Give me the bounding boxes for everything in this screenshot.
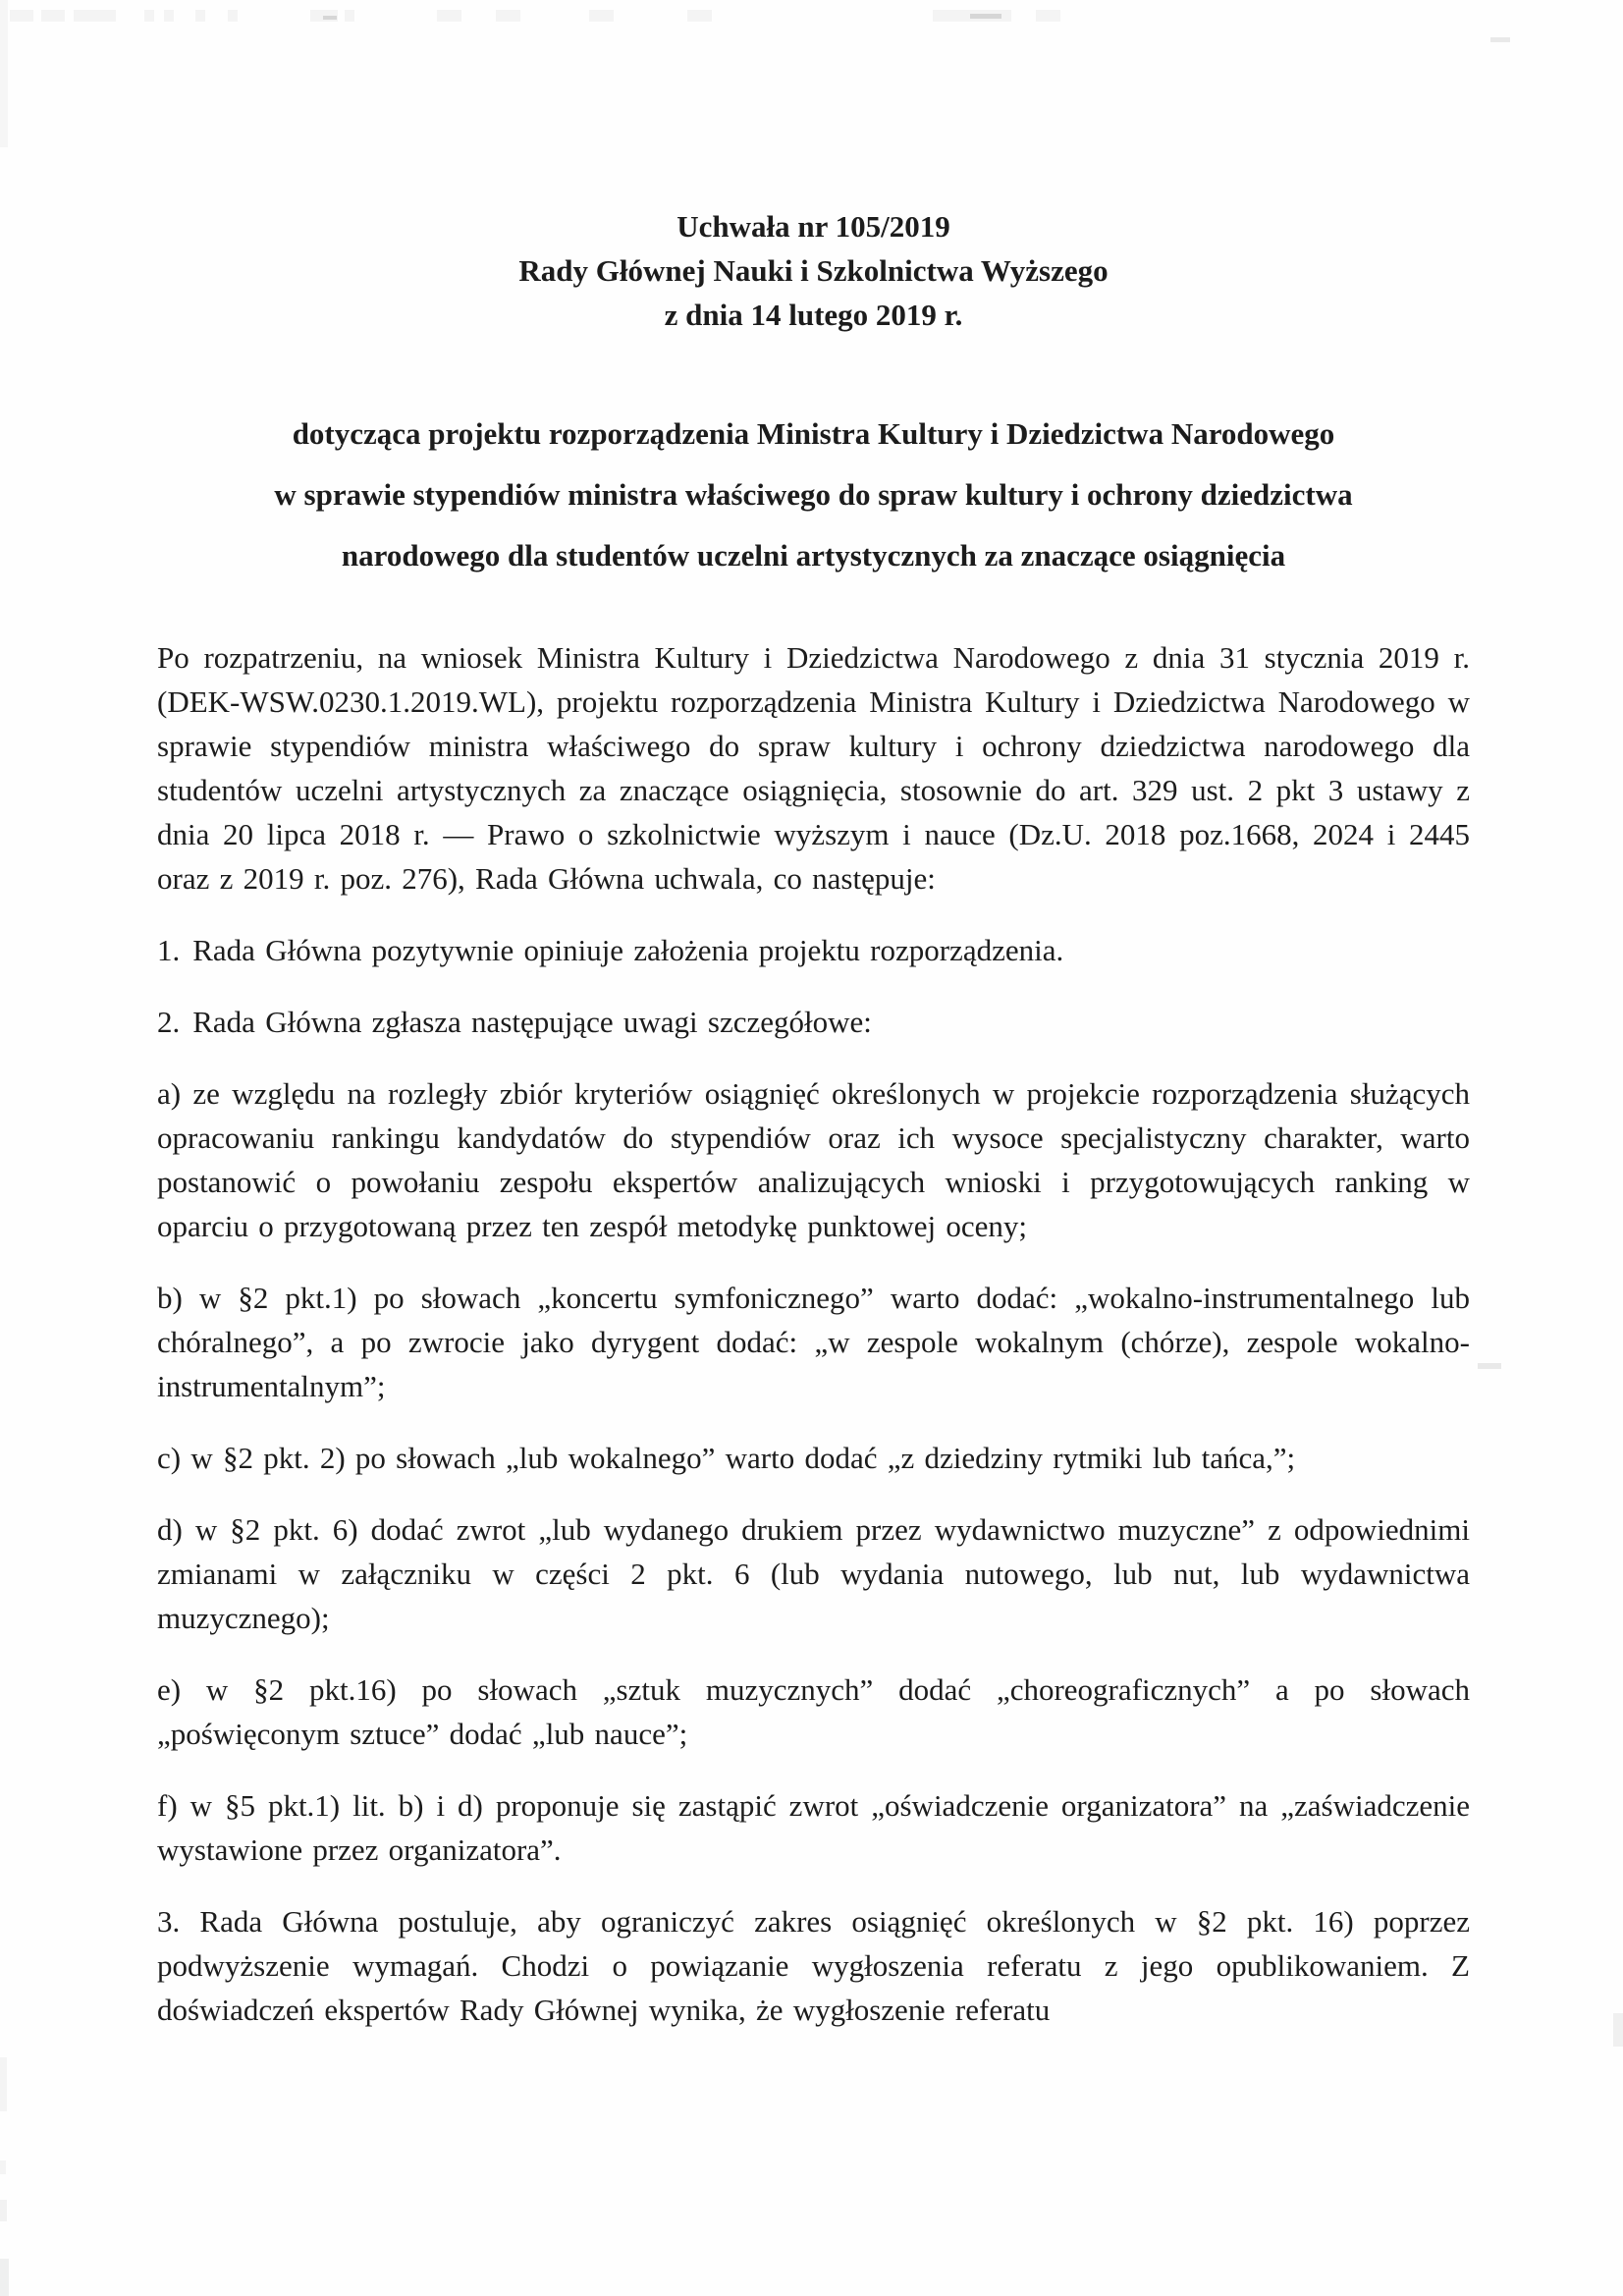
title-resolution-number: Uchwała nr 105/2019 (676, 209, 950, 244)
remark-a-paragraph: a) ze względu na rozległy zbiór kryteriów osiągnięć określonych w projekcie rozporządzenia służących opracowaniu rankingu kandydatów do stypendiów oraz ich wysoce specjalistyczny charakter, warto postanowić o powołaniu zespołu ekspertów analizujących wnioski i przygotowujących ranking w oparciu o przygotowaną przez ten zespół metodykę punktowej oceny; (157, 1076, 1470, 1243)
scan-artifact (0, 2160, 6, 2174)
remark-b-paragraph: b) w §2 pkt.1) po słowach „koncertu symfonicznego” warto dodać: „wokalno-instrumentalnego lub chóralnego”, a po zwrocie jako dyrygent dodać: „w zespole wokalnym (chórze), zespole wokalno-instrumentalnym”; (157, 1281, 1470, 1403)
scan-artifact (0, 2259, 9, 2296)
scan-artifact (1613, 2013, 1623, 2047)
scan-artifact (0, 2200, 7, 2221)
item-text: Rada Główna zgłasza następujące uwagi szczegółowe: (192, 1005, 872, 1039)
subject-line: narodowego dla studentów uczelni artystycznych za znaczące osiągnięcia (341, 538, 1286, 573)
title-date: z dnia 14 lutego 2019 r. (664, 298, 963, 332)
remark-e-paragraph: e) w §2 pkt.16) po słowach „sztuk muzycznych” dodać „choreograficznych” a po słowach „poświęconym sztuce” dodać „lub nauce”; (157, 1672, 1470, 1751)
item-text: Rada Główna pozytywnie opiniuje założenia projektu rozporządzenia. (192, 933, 1064, 967)
scan-artifact (10, 10, 33, 22)
scan-artifact (0, 2057, 7, 2111)
scan-artifact (1490, 37, 1510, 42)
scan-artifact (144, 10, 154, 22)
remark-f-paragraph: f) w §5 pkt.1) lit. b) i d) proponuje się zastąpić zwrot „oświadczenie organizatora” na „zaświadczenie wystawione przez organizatora”. (157, 1788, 1470, 1867)
resolution-item-1 (157, 928, 1470, 972)
scan-artifact (41, 10, 65, 22)
subject-line: dotycząca projektu rozporządzenia Ministra Kultury i Dziedzictwa Narodowego (292, 416, 1335, 451)
item-number: 2. (157, 1005, 181, 1039)
scan-artifact (74, 10, 116, 22)
remark-d-paragraph: d) w §2 pkt. 6) dodać zwrot „lub wydanego drukiem przez wydawnictwo muzyczne” z odpowiednimi zmianami w załączniku w części 2 pkt. 6 (lub wydania nutowego, lub nut, lub wydawnictwa muzycznego); (157, 1512, 1470, 1635)
preamble-paragraph: Po rozpatrzeniu, na wniosek Ministra Kultury i Dziedzictwa Narodowego z dnia 31 stycznia 2019 r. (DEK-WSW.0230.1.2019.WL), projektu rozporządzenia Ministra Kultury i Dziedzictwa Narodowego w sprawie stypendiów ministra właściwego do spraw kultury i ochrony dziedzictwa narodowego dla studentów uczelni artystycznych za znaczące osiągnięcia, stosownie do art. 329 ust. 2 pkt 3 ustawy z dnia 20 lipca 2018 r. — Prawo o szkolnictwie wyższym i nauce (Dz.U. 2018 poz.1668, 2024 i 2445 oraz z 2019 r. poz. 276), Rada Główna uchwala, co następuje: (157, 640, 1470, 896)
item-number: 1. (157, 933, 181, 967)
resolution-item-2 (157, 1000, 1470, 1044)
document-title (157, 204, 1470, 337)
document-subject (157, 404, 1470, 586)
scan-artifact (1478, 1363, 1501, 1369)
document-content (157, 0, 1470, 2059)
point-3-paragraph: 3. Rada Główna postuluje, aby ograniczyć zakres osiągnięć określonych w §2 pkt. 16) poprzez podwyższenie wymagań. Chodzi o powiązanie wygłoszenia referatu z jego opublikowaniem. Z doświadczeń ekspertów Rady Głównej wynika, że wygłoszenie referatu (157, 1904, 1470, 2027)
title-council-name: Rady Głównej Nauki i Szkolnictwa Wyższego (518, 253, 1109, 288)
scan-artifact (0, 0, 8, 147)
subject-line: w sprawie stypendiów ministra właściwego do spraw kultury i ochrony dziedzictwa (274, 477, 1353, 512)
remark-c-paragraph: c) w §2 pkt. 2) po słowach „lub wokalnego” warto dodać „z dziedziny rytmiki lub tańca,”; (157, 1441, 1296, 1475)
